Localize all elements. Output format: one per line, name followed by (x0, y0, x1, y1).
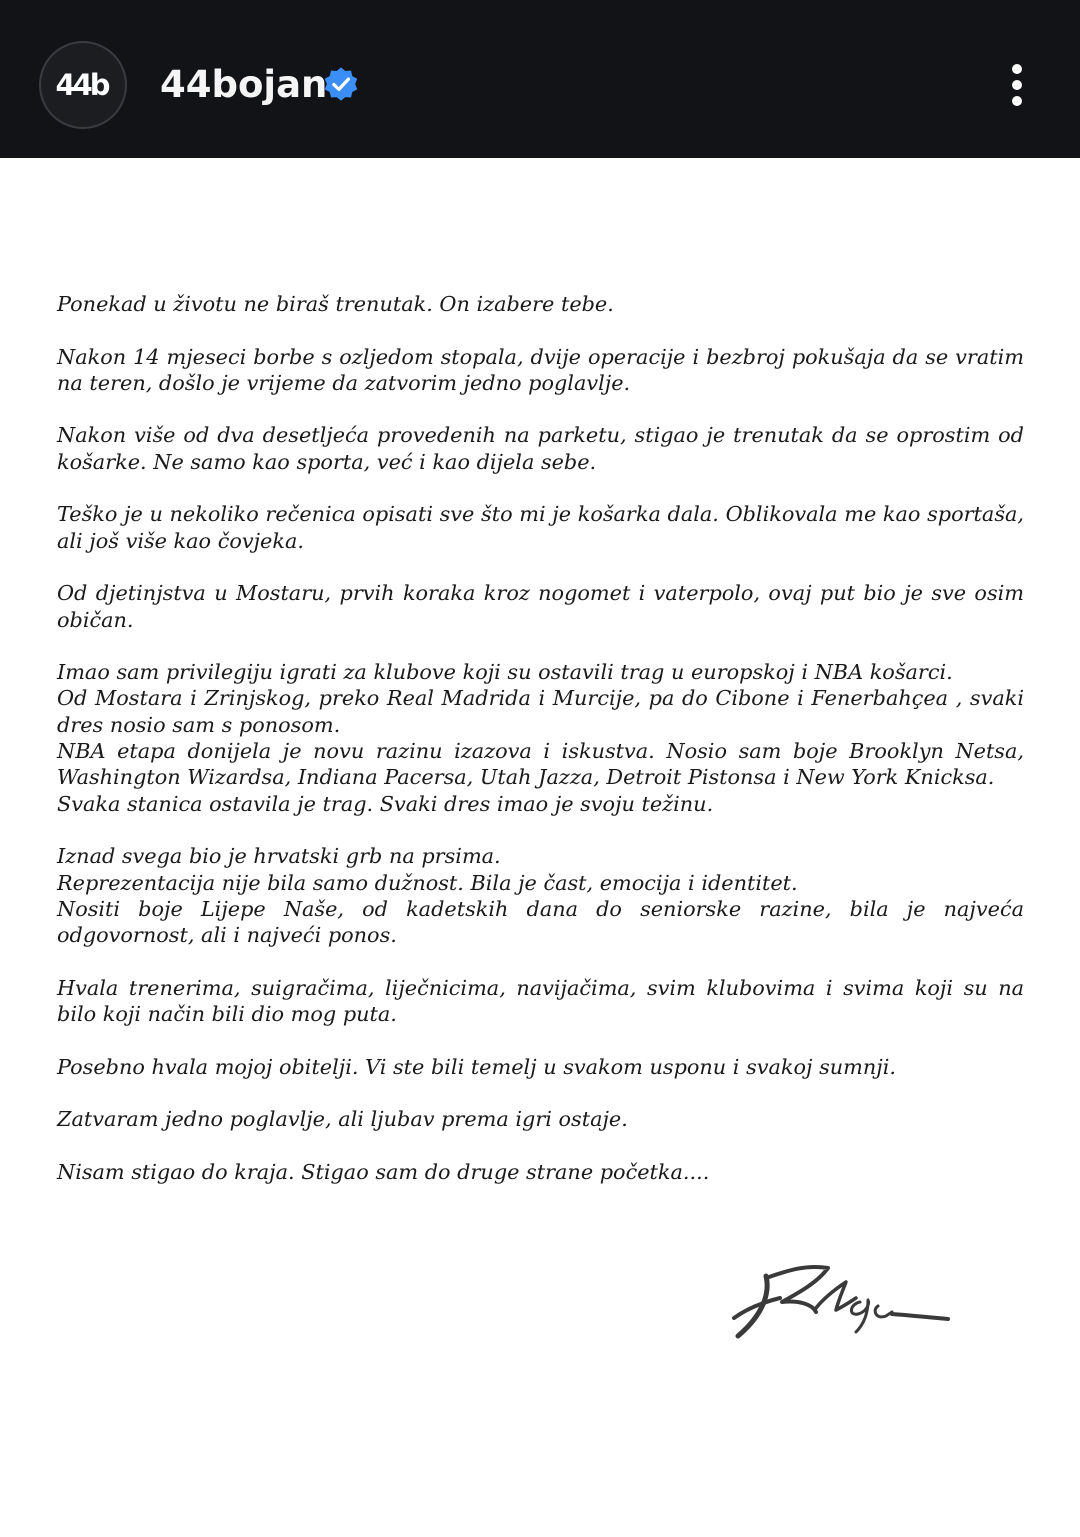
retirement-letter (57, 291, 1024, 1185)
letter-line: Svaka stanica ostavila je trag. Svaki dres imao je svoju težinu. (57, 791, 714, 816)
letter-line: Nisam stigao do kraja. Stigao sam do druge strane početka.... (57, 1159, 710, 1184)
more-vertical-icon (1012, 64, 1022, 74)
username[interactable]: 44bojan (160, 63, 328, 106)
letter-paragraph (57, 659, 1024, 817)
letter-paragraph (57, 1054, 1024, 1080)
letter-paragraph (57, 501, 1024, 554)
letter-line: Nakon više od dva desetljeća provedenih na parketu, stigao je trenutak da se oprostim od košarke. Ne samo kao sporta, već i kao dijela sebe. (57, 423, 1024, 474)
letter-paragraph (57, 975, 1024, 1028)
letter-paragraph (57, 422, 1024, 475)
letter-line: Ponekad u životu ne biraš trenutak. On izabere tebe. (57, 292, 614, 316)
letter-line: Imao sam privilegiju igrati za klubove koji su ostavili trag u europskoj i NBA košarci. (57, 660, 953, 685)
more-options-button[interactable] (998, 58, 1038, 112)
letter-line: Od djetinjstva u Mostaru, prvih koraka kroz nogomet i vaterpolo, ovaj put bio je sve osim običan. (57, 581, 1024, 632)
more-vertical-icon (1012, 80, 1022, 90)
more-vertical-icon (1012, 96, 1022, 106)
letter-line: Teško je u nekoliko rečenica opisati sve što mi je košarka dala. Oblikovala me kao sportaša, ali još više kao čovjeka. (57, 502, 1024, 553)
verified-badge-icon (322, 66, 360, 104)
letter-line: Nositi boje Lijepe Naše, od kadetskih dana do seniorske razine, bila je najveća odgovornost, ali i najveći ponos. (57, 896, 1024, 948)
letter-paragraph (57, 843, 1024, 948)
letter-line: Iznad svega bio je hrvatski grb na prsima. (57, 844, 501, 869)
letter-line: Reprezentacija nije bila samo dužnost. Bila je čast, emocija i identitet. (57, 870, 798, 895)
profile-avatar[interactable] (41, 43, 125, 127)
letter-line: NBA etapa donijela je novu razinu izazova i iskustva. Nosio sam boje Brooklyn Netsa, Washington Wizardsa, Indiana Pacersa, Utah Jazza, Detroit Pistonsa i New York Knicksa. (57, 739, 1024, 790)
signature-icon (726, 1262, 956, 1346)
profile-header-bar (0, 0, 1080, 158)
letter-paragraph (57, 1106, 1024, 1132)
avatar-logo-text: 44b (55, 67, 108, 102)
letter-line: Od Mostara i Zrinjskog, preko Real Madrida i Murcije, pa do Cibone i Fenerbahçea , svaki dres nosio sam s ponosom. (57, 686, 1024, 737)
letter-paragraph (57, 580, 1024, 633)
letter-paragraph (57, 344, 1024, 397)
letter-line: Posebno hvala mojoj obitelji. Vi ste bili temelj u svakom usponu i svakoj sumnji. (57, 1054, 896, 1079)
letter-paragraph (57, 291, 1024, 317)
letter-paragraph (57, 1159, 1024, 1185)
letter-line: Nakon 14 mjeseci borbe s ozljedom stopala, dvije operacije i bezbroj pokušaja da se vratim na teren, došlo je vrijeme da zatvorim jedno poglavlje. (57, 344, 1024, 395)
letter-line: Hvala trenerima, suigračima, liječnicima, navijačima, svim klubovima i svima koji su na bilo koji način bili dio mog puta. (57, 975, 1024, 1027)
letter-line: Zatvaram jedno poglavlje, ali ljubav prema igri ostaje. (57, 1107, 628, 1132)
